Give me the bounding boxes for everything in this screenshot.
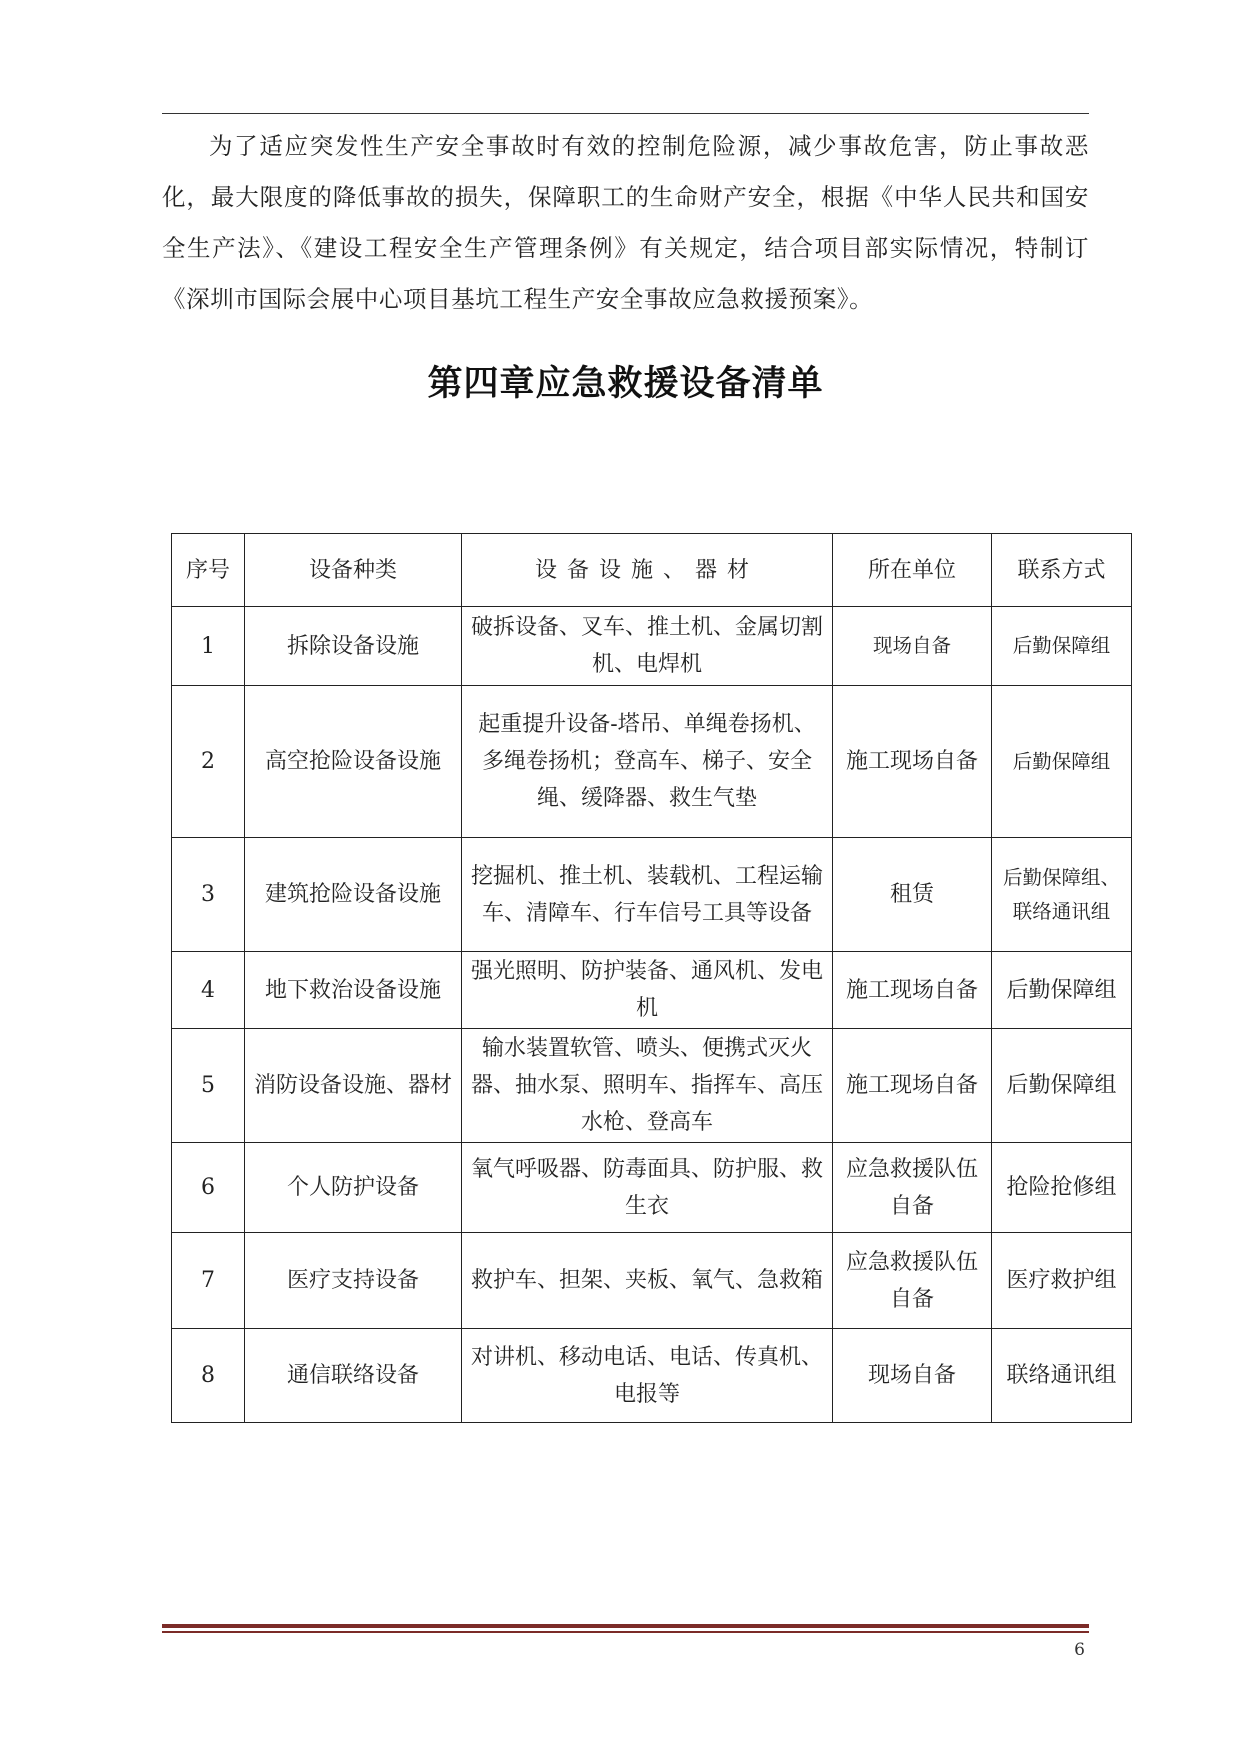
table-row (172, 1143, 1132, 1233)
table-row (172, 952, 1132, 1029)
footer-rule (162, 1624, 1089, 1628)
cell-no: 1 (172, 607, 245, 686)
cell-category: 建筑抢险设备设施 (245, 838, 462, 952)
cell-category: 消防设备设施、器材 (245, 1029, 462, 1143)
chapter-title: 第四章应急救援设备清单 (427, 364, 824, 404)
cell-unit: 现场自备 (833, 1329, 992, 1423)
cell-items: 氧气呼吸器、防毒面具、防护服、救生衣 (462, 1143, 833, 1233)
cell-no: 7 (172, 1233, 245, 1329)
header-items: 设备设施、器材 (462, 534, 833, 607)
table-row (172, 1029, 1132, 1143)
cell-contact: 后勤保障组 (992, 607, 1132, 686)
cell-no: 8 (172, 1329, 245, 1423)
header-rule (162, 113, 1089, 114)
table-row (172, 838, 1132, 952)
cell-contact: 医疗救护组 (992, 1233, 1132, 1329)
table-row (172, 686, 1132, 838)
cell-no: 5 (172, 1029, 245, 1143)
cell-contact: 后勤保障组 (992, 952, 1132, 1029)
cell-items: 救护车、担架、夹板、氧气、急救箱 (462, 1233, 833, 1329)
cell-category: 高空抢险设备设施 (245, 686, 462, 838)
cell-contact: 抢险抢修组 (992, 1143, 1132, 1233)
cell-items: 对讲机、移动电话、电话、传真机、电报等 (462, 1329, 833, 1423)
header-no: 序号 (172, 534, 245, 607)
cell-category: 个人防护设备 (245, 1143, 462, 1233)
equipment-table (171, 533, 1132, 1423)
cell-contact: 联络通讯组 (992, 1329, 1132, 1423)
cell-category: 地下救治设备设施 (245, 952, 462, 1029)
cell-no: 6 (172, 1143, 245, 1233)
cell-unit: 施工现场自备 (833, 1029, 992, 1143)
cell-items: 挖掘机、推土机、装载机、工程运输车、清障车、行车信号工具等设备 (462, 838, 833, 952)
cell-unit: 应急救援队伍自备 (833, 1143, 992, 1233)
cell-items: 输水装置软管、喷头、便携式灭火器、抽水泵、照明车、指挥车、高压水枪、登高车 (462, 1029, 833, 1143)
cell-category: 通信联络设备 (245, 1329, 462, 1423)
table-row (172, 1329, 1132, 1423)
cell-no: 4 (172, 952, 245, 1029)
header-category: 设备种类 (245, 534, 462, 607)
intro-paragraph: 为了适应突发性生产安全事故时有效的控制危险源，减少事故危害，防止事故恶化，最大限度的降低事故的损失，保障职工的生命财产安全，根据《中华人民共和国安全生产法》、《建设工程安全生产管理条例》有关规定，结合项目部实际情况，特制订《深圳市国际会展中心项目基坑工程生产安全事故应急救援预案》。 (162, 132, 1089, 313)
footer-rule-thin (162, 1631, 1089, 1633)
table-row (172, 607, 1132, 686)
cell-category: 医疗支持设备 (245, 1233, 462, 1329)
cell-items: 破拆设备、叉车、推土机、金属切割机、电焊机 (462, 607, 833, 686)
cell-no: 2 (172, 686, 245, 838)
cell-unit: 应急救援队伍自备 (833, 1233, 992, 1329)
header-unit: 所在单位 (833, 534, 992, 607)
cell-category: 拆除设备设施 (245, 607, 462, 686)
cell-no: 3 (172, 838, 245, 952)
cell-items: 强光照明、防护装备、通风机、发电机 (462, 952, 833, 1029)
table-header-row (172, 534, 1132, 607)
table-row (172, 1233, 1132, 1329)
cell-unit: 施工现场自备 (833, 686, 992, 838)
cell-unit: 租赁 (833, 838, 992, 952)
cell-unit: 现场自备 (833, 607, 992, 686)
page-number: 6 (1074, 1640, 1085, 1660)
cell-items: 起重提升设备-塔吊、单绳卷扬机、多绳卷扬机；登高车、梯子、安全绳、缓降器、救生气垫 (462, 686, 833, 838)
cell-contact: 后勤保障组 (992, 686, 1132, 838)
cell-unit: 施工现场自备 (833, 952, 992, 1029)
cell-contact: 后勤保障组、联络通讯组 (992, 838, 1132, 952)
cell-contact: 后勤保障组 (992, 1029, 1132, 1143)
header-contact: 联系方式 (992, 534, 1132, 607)
